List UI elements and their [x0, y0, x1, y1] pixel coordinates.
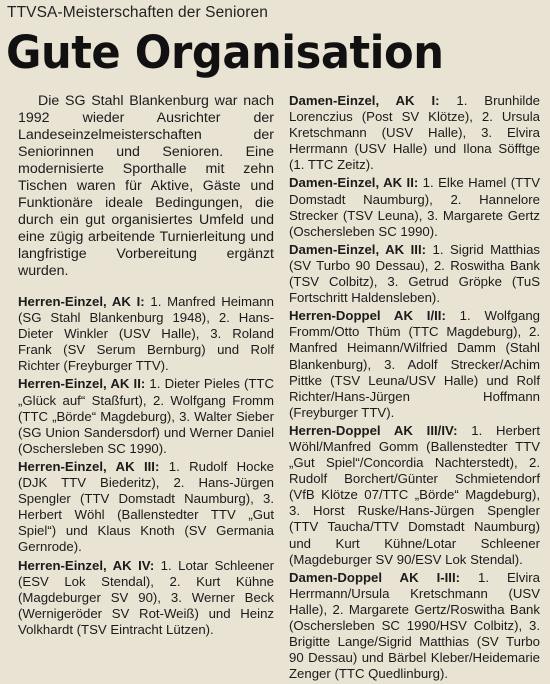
result-entry	[289, 308, 540, 421]
result-text: 1. Wolfgang Fromm/Otto Thüm (TTC Magdeburg), 2. Manfred Heimann/Wilfried Damm (Stahl Blankenburg), 3. Adolf Strecker/Achim Pittke (TSV Leuna/USV Halle) und Rolf Richter/Hans-Jürgen Hoffmann (Freyburger TTV).	[289, 308, 540, 420]
result-text: 1. Rudolf Hocke (DJK TTV Biederitz), 2. Hans-Jürgen Spengler (TTV Domstadt Naumburg), 3. Herbert Wöhl (Ballenstedter TTV „Gut Spiel“) und Klaus Knoth (SV Germania Gernrode).	[18, 458, 274, 555]
result-entry	[18, 558, 274, 638]
result-label: Herren-Einzel, AK I:	[18, 294, 145, 309]
result-entry	[289, 242, 540, 306]
result-label: Damen-Einzel, AK I:	[289, 93, 440, 108]
result-label: Herren-Doppel AK III/IV:	[289, 422, 458, 438]
result-entry	[289, 570, 540, 683]
result-entry	[289, 175, 540, 239]
result-text: 1. Herbert Wöhl/Manfred Gomm (Ballenstedter TTV „Gut Spiel“/Concordia Nachterstedt), 2. Rudolf Borchert/Günter Schmietendorf (VfB Klötze 07/TTC „Börde“ Magdeburg), 3. Horst Ruske/Hans-Jürgen Spengler (TTV Taucha/TTV Domstadt Naumburg) und Kurt Kühne/Lotar Schleener (Magdeburger SV 90/ESV Lok Stendal).	[289, 422, 540, 567]
intro-paragraph: Die SG Stahl Blankenburg war nach 1992 wieder Ausrichter der Landeseinzelmeisterschaften der Seniorinnen und Senioren. Eine modernisierte Sporthalle mit zehn Tischen waren für Aktive, Gäste und Funktionäre ideale Bedingungen, die durch ein gut organisiertes Umfeld und eine zügig arbeitende Turnierleitung und langfristige Vorbereitung ergänzt wurden.	[18, 93, 274, 279]
result-text: 1. Dieter Pieles (TTC „Glück auf“ Staßfurt), 2. Wolfgang Fromm (TTC „Börde“ Magdeburg), 3. Walter Sieber (SG Union Sandersdorf) und Werner Daniel (Oschersleben SC 1990).	[18, 376, 274, 456]
result-text: 1. Sigrid Matthias (SV Turbo 90 Dessau), 2. Roswitha Bank (TSV Colbitz), 3. Getrud Gröpke (TuS Fortschritt Haldensleben).	[289, 241, 541, 306]
result-label: Herren-Doppel AK I/II:	[289, 308, 446, 324]
left-column	[18, 93, 274, 640]
result-label: Herren-Einzel, AK III:	[18, 458, 160, 474]
result-text: 1. Elke Hamel (TTV Domstadt Naumburg), 2. Hannelore Strecker (TSV Leuna), 3. Margarete Gertz (Oschersleben SC 1990).	[289, 175, 540, 239]
result-label: Damen-Doppel AK I-III:	[289, 569, 461, 585]
result-entry	[18, 376, 274, 456]
article-kicker: TTVSA-Meisterschaften der Senioren	[7, 4, 268, 21]
result-text: 1. Elvira Herrmann/Ursula Kretschmann (USV Halle), 2. Margarete Gertz/Roswitha Bank (Oschersleben SC 1990/HSV Colbitz), 3. Brigitte Lange/Sigrid Matthias (SV Turbo 90 Dessau) und Bärbel Kleber/Heidemarie Zenger (TTC Quedlinburg).	[289, 569, 540, 682]
article-headline: Gute Organisation	[6, 26, 444, 79]
result-label: Herren-Einzel, AK IV:	[18, 557, 155, 573]
result-text: 1. Manfred Heimann (SG Stahl Blankenburg 1948), 2. Hans-Dieter Winkler (USV Halle), 3. Roland Frank (SV Serum Bernburg) und Rolf Richter (Freyburger TTV).	[18, 294, 274, 374]
result-entry	[289, 93, 540, 173]
result-text: 1. Brunhilde Lorenczius (Post SV Klötze), 2. Ursula Kretschmann (USV Halle), 3. Elvira Herrmann (USV Halle) und Ilona Söfftge (1. TTC Zeitz).	[289, 93, 540, 173]
result-label: Damen-Einzel, AK II:	[289, 175, 419, 191]
result-label: Damen-Einzel, AK III:	[289, 241, 427, 257]
result-label: Herren-Einzel, AK II:	[18, 376, 146, 392]
result-entry	[18, 459, 274, 556]
result-entry	[18, 294, 274, 374]
result-text: 1. Lotar Schleener (ESV Lok Stendal), 2. Kurt Kühne (Magdeburger SV 90), 3. Werner Beck (Wernigeröder SV Rot-Weiß) und Heinz Volkhardt (TSV Eintracht Lützen).	[18, 557, 274, 637]
right-column	[289, 93, 540, 684]
result-entry	[289, 423, 540, 568]
